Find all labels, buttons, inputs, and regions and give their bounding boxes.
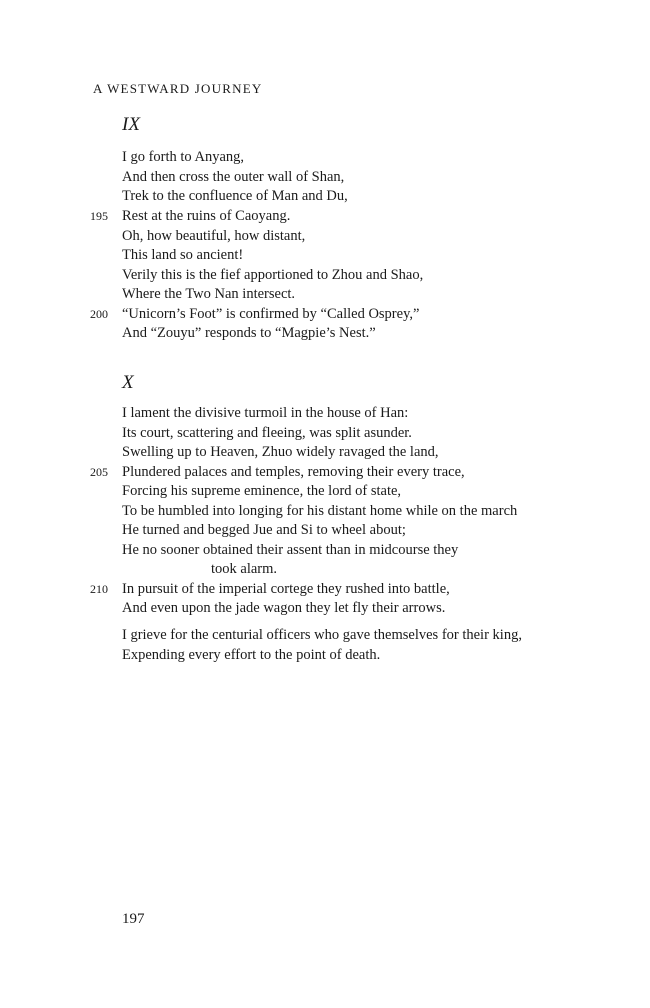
- verse-line: I go forth to Anyang,: [122, 149, 245, 165]
- section-title-x: X: [122, 372, 134, 393]
- section-title-ix: IX: [122, 114, 140, 135]
- verse-line: I lament the divisive turmoil in the house of Han:: [122, 405, 409, 421]
- verse-line: Swelling up to Heaven, Zhuo widely ravaged the land,: [122, 444, 439, 460]
- verse-line: Forcing his supreme eminence, the lord of state,: [122, 483, 402, 499]
- running-head: A WESTWARD JOURNEY: [93, 81, 263, 96]
- page-number: 197: [122, 911, 145, 927]
- verse-line: Oh, how beautiful, how distant,: [122, 228, 306, 244]
- verse-line: This land so ancient!: [122, 247, 244, 263]
- verse-line: Where the Two Nan intersect.: [122, 286, 296, 302]
- verse-line: He turned and begged Jue and Si to wheel about;: [122, 522, 406, 538]
- verse-line: “Unicorn’s Foot” is confirmed by “Called Osprey,”: [122, 306, 420, 322]
- line-number: 210: [90, 582, 108, 596]
- verse-line: He no sooner obtained their assent than in midcourse they: [122, 542, 459, 558]
- verse-line: To be humbled into longing for his distant home while on the march: [122, 503, 518, 519]
- verse-line: Rest at the ruins of Caoyang.: [122, 208, 291, 224]
- line-number: 200: [90, 307, 108, 321]
- verse-line: Trek to the confluence of Man and Du,: [122, 188, 348, 204]
- verse-line: And “Zouyu” responds to “Magpie’s Nest.”: [122, 325, 376, 341]
- verse-line: Its court, scattering and fleeing, was split asunder.: [122, 425, 412, 441]
- verse-line-turnover: took alarm.: [211, 561, 278, 577]
- line-number: 195: [90, 209, 108, 223]
- verse-line: And then cross the outer wall of Shan,: [122, 169, 345, 185]
- verse-line: Verily this is the fief apportioned to Zhou and Shao,: [122, 267, 424, 283]
- verse-line: In pursuit of the imperial cortege they rushed into battle,: [122, 581, 450, 597]
- verse-line: Plundered palaces and temples, removing their every trace,: [122, 464, 465, 480]
- verse-line: I grieve for the centurial officers who gave themselves for their king,: [122, 627, 522, 643]
- verse-line: And even upon the jade wagon they let fly their arrows.: [122, 600, 446, 616]
- verse-line: Expending every effort to the point of death.: [122, 647, 381, 663]
- line-number: 205: [90, 465, 108, 479]
